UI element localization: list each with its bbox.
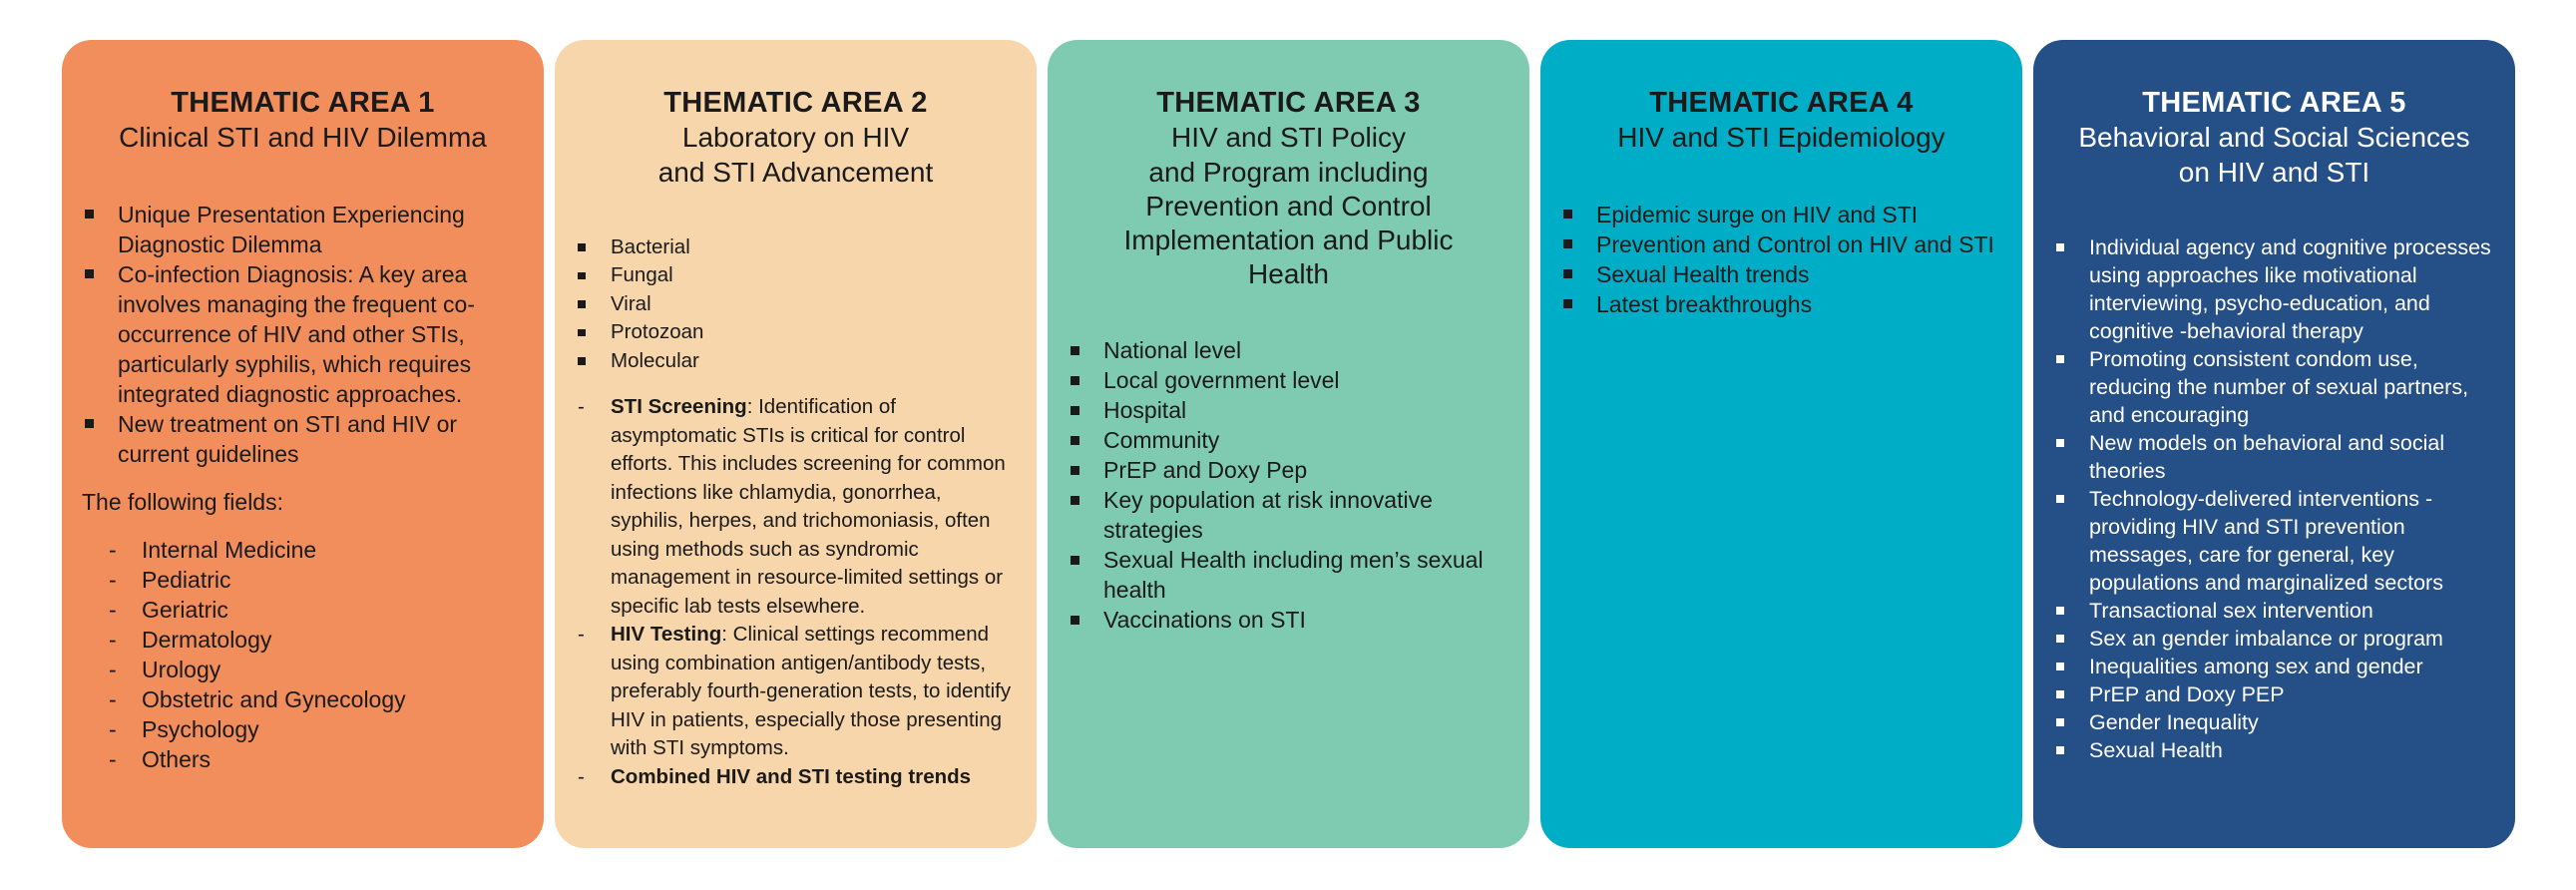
square-bullet-icon [2053,708,2089,726]
card-subtitle-line: Prevention and Control [1145,190,1432,222]
square-bullet-icon [1068,425,1103,444]
list-item-text: Bacterial [611,234,690,258]
square-bullet-icon [1068,545,1103,564]
list-item-text: Dermatology [142,626,272,653]
list-item [2053,597,2495,625]
list-item [1068,455,1509,485]
list-item-text: Key population at risk innovative strategies [1103,487,1433,544]
square-bullet-icon [2053,653,2089,670]
square-bullet-icon [1068,605,1103,624]
list-item-text: Technology-delivered interventions - providing HIV and STI prevention messages, care for general, key populations and marginalized sectors [2089,486,2443,595]
list-item [1560,259,2002,289]
list-item-text: Co-infection Diagnosis: A key area involves managing the frequent co-occurrence of HIV and other STIs, particularly syphilis, which requires integrated diagnostic approaches. [118,260,475,407]
list-item-text: Hospital [1103,397,1187,424]
list-item [575,347,1017,376]
list-item [2053,680,2495,708]
list-item [2053,429,2495,485]
card-header [1558,86,2004,156]
dash-bullet-icon: - [109,596,117,623]
list-item [1068,545,1509,605]
list-item [575,763,1017,792]
card-title: THEMATIC AREA 1 [171,87,435,119]
square-bullet-icon [575,290,611,308]
card-header [1066,86,1511,291]
dash-bullet-icon: - [109,626,117,653]
list-item-text: Pediatric [142,566,231,593]
card-subtitle [88,121,518,155]
list-item [2053,736,2495,764]
card-title: THEMATIC AREA 5 [2142,87,2406,119]
list-item [2053,345,2495,429]
thematic-area-3-card [1048,40,1529,848]
list-item [575,290,1017,319]
dash-bullet-icon: - [109,566,117,593]
dash-bullet-icon: - [578,395,585,419]
list-item [106,714,524,744]
bullet-list [1560,200,2002,319]
card-subtitle [2059,121,2489,189]
thematic-area-2-card [555,40,1037,848]
list-item [575,261,1017,290]
list-item [2053,653,2495,680]
square-bullet-icon [2053,429,2089,447]
dash-bullet-icon: - [109,685,117,712]
card-subtitle-line: and Program including [1148,156,1429,188]
list-item-text: Prevention and Control on HIV and STI [1596,230,1994,257]
square-bullet-icon [82,409,118,428]
list-item [2053,708,2495,736]
list-item [106,595,524,625]
square-bullet-icon [2053,625,2089,643]
list-item-text: Unique Presentation Experiencing Diagnostic Dilemma [118,201,465,257]
square-bullet-icon [1560,259,1596,278]
list-item-text: New treatment on STI and HIV or current guidelines [118,410,458,467]
list-item [1068,425,1509,455]
list-item [82,200,524,259]
dash-bullet-icon: - [109,656,117,682]
dash-list [106,535,524,774]
card-title: THEMATIC AREA 2 [663,87,928,119]
list-item-text: Individual agency and cognitive processes using approaches like motivational interviewing, psycho-education, and cognitive -behavioral therapy [2089,234,2491,343]
card-subtitle-line: HIV and STI Epidemiology [1617,122,1945,154]
card-sections [573,233,1019,792]
list-item [575,621,1017,763]
card-sections [1558,200,2004,319]
list-item [2053,625,2495,653]
list-item-text: Community [1103,427,1220,454]
card-sections [1066,335,1511,635]
list-item-text: Epidemic surge on HIV and STI [1596,201,1919,227]
bullet-list [82,200,524,469]
bullet-list [1068,335,1509,635]
square-bullet-icon [2053,485,2089,503]
list-item-text: Vaccinations on STI [1103,607,1306,634]
square-bullet-icon [1560,289,1596,308]
list-item [82,259,524,409]
list-item-text: Combined HIV and STI testing trends [611,764,972,788]
thematic-area-1-card [62,40,544,848]
square-bullet-icon [1560,200,1596,219]
thematic-area-4-card [1540,40,2022,848]
card-header [2051,86,2497,190]
list-item [106,535,524,565]
list-item [1068,365,1509,395]
section-intro-text: The following fields: [82,488,283,515]
square-bullet-icon [1560,229,1596,248]
card-subtitle [581,121,1011,189]
list-item-text: STI Screening: Identification of asymptomatic STIs is critical for control efforts. This includes screening for common infections like chlamydia, gonorrhea, syphilis, herpes, and trichomoniasis, often using methods such as syndromic management in resource-limited settings or specific lab tests elsewhere. [611,395,1006,618]
list-item [1068,485,1509,545]
list-item-text: Molecular [611,348,699,372]
list-item-text: Viral [611,291,651,315]
list-item [106,684,524,714]
square-bullet-icon [2053,736,2089,754]
square-bullet-icon [1068,395,1103,414]
card-subtitle [1073,121,1503,291]
card-sections [2051,233,2497,764]
card-subtitle [1566,121,1996,155]
square-bullet-icon [1068,485,1103,504]
list-item-text: National level [1103,337,1242,364]
list-item-text: Transactional sex intervention [2089,598,2373,623]
list-item-text: Others [142,745,212,772]
list-item [82,409,524,469]
list-item-text: Psychology [142,715,259,742]
square-bullet-icon [1068,455,1103,474]
card-subtitle-line: Clinical STI and HIV Dilemma [119,122,487,154]
list-item [1560,289,2002,319]
square-bullet-icon [1068,365,1103,384]
list-item-text: Obstetric and Gynecology [142,685,406,712]
list-item-text: Sexual Health including men’s sexual health [1103,547,1484,604]
list-item-text: Urology [142,656,221,682]
dash-bullet-icon: - [578,623,585,647]
square-bullet-icon [2053,680,2089,698]
square-bullet-icon [82,259,118,278]
card-subtitle-line: Laboratory on HIV [681,122,910,154]
list-item [106,565,524,595]
list-item-text: New models on behavioral and social theories [2089,430,2445,483]
list-item [575,233,1017,262]
list-item [2053,485,2495,597]
thematic-area-5-card [2033,40,2515,848]
square-bullet-icon [575,318,611,336]
card-sections [80,200,526,774]
list-item [1560,200,2002,229]
square-bullet-icon [1068,335,1103,354]
list-item-text: HIV Testing: Clinical settings recommend using combination antigen/antibody tests, preferably fourth-generation tests, to identify HIV in patients, especially those presenting with STI symptoms. [611,623,1012,760]
card-subtitle-line: Behavioral and Social Sciences [2078,122,2470,154]
card-subtitle-line: HIV and STI Policy [1171,122,1406,154]
list-item-text: Protozoan [611,320,704,344]
list-item-text: Inequalities among sex and gender [2089,654,2423,678]
square-bullet-icon [2053,233,2089,251]
square-bullet-icon [575,347,611,365]
list-item [1068,605,1509,635]
card-header [80,86,526,156]
list-item-text: Internal Medicine [142,536,317,563]
dash-bullet-icon: - [109,715,117,742]
list-item [106,744,524,774]
list-item-text: Geriatric [142,596,228,623]
card-header [573,86,1019,190]
dash-bullet-icon: - [109,536,117,563]
list-item [106,625,524,655]
list-item-text: PrEP and Doxy Pep [1103,457,1308,484]
square-bullet-icon [82,200,118,219]
list-item [575,393,1017,621]
list-item [575,318,1017,347]
square-bullet-icon [575,261,611,279]
list-item-text: Sex an gender imbalance or program [2089,626,2443,651]
square-bullet-icon [2053,345,2089,363]
dash-bullet-icon: - [578,764,585,788]
list-item-text: PrEP and Doxy PEP [2089,681,2285,706]
card-title: THEMATIC AREA 4 [1649,87,1914,119]
card-title: THEMATIC AREA 3 [1156,87,1421,119]
bullet-list [575,233,1017,376]
list-item-text: Fungal [611,263,673,287]
card-subtitle-line: Implementation and Public [1123,223,1454,255]
list-item-text: Local government level [1103,367,1340,394]
dash-list [575,393,1017,791]
card-subtitle-line: Health [1248,258,1329,289]
list-item-text: Sexual Health trends [1596,260,1810,287]
card-subtitle-line: on HIV and STI [2178,156,2370,188]
square-bullet-icon [575,233,611,251]
card-subtitle-line: and STI Advancement [657,156,934,188]
list-item-text: Promoting consistent condom use, reducing the number of sexual partners, and encouraging [2089,346,2469,427]
bullet-list [2053,233,2495,764]
list-item [106,655,524,684]
list-item-text: Gender Inequality [2089,709,2259,734]
list-item-text: Latest breakthroughs [1596,290,1813,317]
square-bullet-icon [2053,597,2089,615]
dash-bullet-icon: - [109,745,117,772]
list-item-text: Sexual Health [2089,737,2223,762]
list-item [1068,335,1509,365]
list-item [1068,395,1509,425]
list-item [2053,233,2495,345]
list-item [1560,229,2002,259]
